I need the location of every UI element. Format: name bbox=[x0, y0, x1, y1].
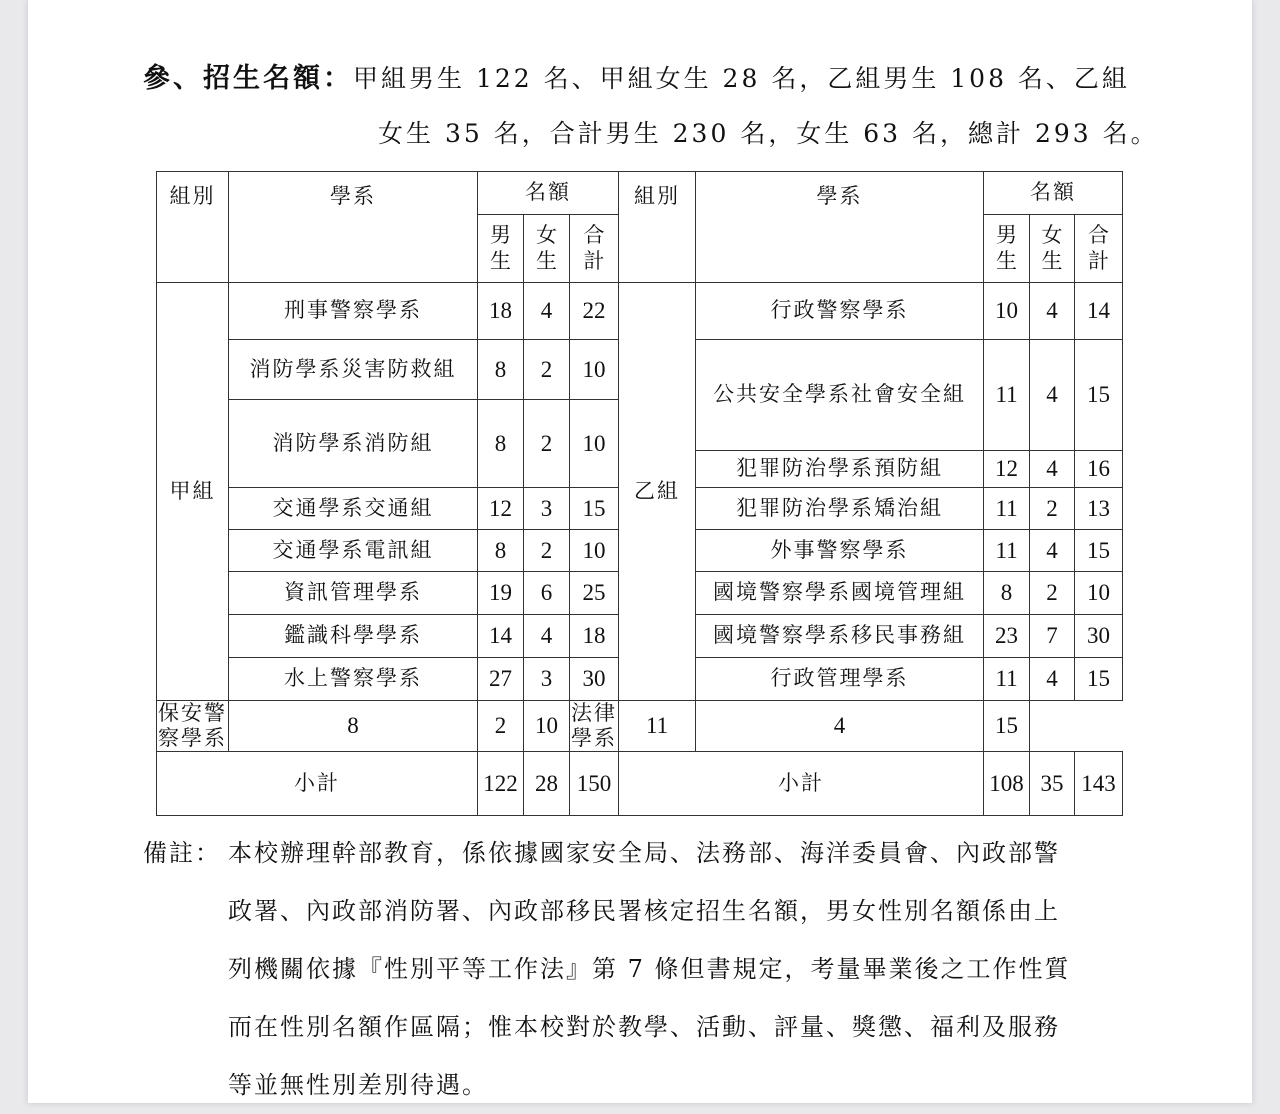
header-total-char1: 合 bbox=[1088, 223, 1110, 248]
total-count: 10 bbox=[570, 530, 619, 572]
female-count: 4 bbox=[1030, 340, 1075, 451]
female-count: 6 bbox=[524, 572, 570, 615]
header-total-char2: 計 bbox=[1088, 248, 1110, 273]
header-female-char1: 女 bbox=[1041, 223, 1063, 248]
female-count: 3 bbox=[524, 658, 570, 701]
header-total-b bbox=[1075, 215, 1123, 283]
header-female-char2: 生 bbox=[1041, 248, 1063, 273]
dept-cell: 行政管理學系 bbox=[696, 658, 984, 701]
total-count: 10 bbox=[524, 701, 570, 752]
subtotal-male-a: 122 bbox=[478, 752, 524, 816]
total-count: 15 bbox=[1075, 340, 1123, 451]
male-count: 8 bbox=[478, 340, 524, 400]
dept-cell: 消防學系消防組 bbox=[229, 400, 478, 488]
remark-line: 等並無性別差別待遇。 bbox=[228, 1071, 488, 1099]
male-count: 8 bbox=[229, 701, 478, 752]
table-row bbox=[157, 283, 1123, 340]
female-count: 2 bbox=[524, 340, 570, 400]
quota-table bbox=[156, 171, 1123, 816]
male-count: 11 bbox=[984, 658, 1030, 701]
male-count: 11 bbox=[984, 340, 1030, 451]
total-count: 10 bbox=[570, 340, 619, 400]
female-count: 7 bbox=[1030, 615, 1075, 658]
male-count: 14 bbox=[478, 615, 524, 658]
male-count: 8 bbox=[478, 400, 524, 488]
section-heading-line bbox=[143, 56, 1243, 95]
total-count: 18 bbox=[570, 615, 619, 658]
total-count: 15 bbox=[1075, 658, 1123, 701]
subtotal-female-b: 35 bbox=[1030, 752, 1075, 816]
remark-line: 而在性別名額作區隔；惟本校對於教學、活動、評量、獎懲、福利及服務 bbox=[228, 1013, 1060, 1041]
section-summary-line2: 女生 35 名，合計男生 230 名，女生 63 名，總計 293 名。 bbox=[378, 119, 1159, 148]
header-department-b: 學系 bbox=[696, 172, 984, 283]
total-count: 15 bbox=[570, 488, 619, 530]
header-male-a bbox=[478, 215, 524, 283]
group-a-label: 甲組 bbox=[157, 283, 229, 701]
female-count: 2 bbox=[524, 400, 570, 488]
female-count: 2 bbox=[1030, 488, 1075, 530]
subtotal-female-a: 28 bbox=[524, 752, 570, 816]
section-summary-line1: 甲組男生 122 名、甲組女生 28 名，乙組男生 108 名、乙組 bbox=[353, 64, 1130, 93]
male-count: 18 bbox=[478, 283, 524, 340]
dept-cell: 犯罪防治學系矯治組 bbox=[696, 488, 984, 530]
male-count: 10 bbox=[984, 283, 1030, 340]
male-count: 11 bbox=[619, 701, 696, 752]
male-count: 27 bbox=[478, 658, 524, 701]
total-count: 14 bbox=[1075, 283, 1123, 340]
header-female-char2: 生 bbox=[536, 248, 557, 273]
header-female-char1: 女 bbox=[536, 223, 557, 248]
header-total-char2: 計 bbox=[583, 248, 605, 273]
female-count: 4 bbox=[1030, 451, 1075, 488]
dept-cell: 消防學系災害防救組 bbox=[229, 340, 478, 400]
subtotal-total-b: 143 bbox=[1075, 752, 1123, 816]
subtotal-row bbox=[157, 752, 1123, 816]
total-count: 30 bbox=[570, 658, 619, 701]
male-count: 11 bbox=[984, 488, 1030, 530]
subtotal-label-a: 小計 bbox=[157, 752, 478, 816]
header-female-a bbox=[524, 215, 570, 283]
header-department-a: 學系 bbox=[229, 172, 478, 283]
dept-cell: 交通學系交通組 bbox=[229, 488, 478, 530]
female-count: 4 bbox=[524, 615, 570, 658]
female-count: 4 bbox=[524, 283, 570, 340]
header-male-char2: 生 bbox=[490, 248, 511, 273]
male-count: 8 bbox=[984, 572, 1030, 615]
header-total-char1: 合 bbox=[583, 223, 605, 248]
subtotal-total-a: 150 bbox=[570, 752, 619, 816]
remark-label: 備註： bbox=[143, 839, 221, 867]
total-count: 22 bbox=[570, 283, 619, 340]
subtotal-male-b: 108 bbox=[984, 752, 1030, 816]
female-count: 4 bbox=[1030, 530, 1075, 572]
header-male-char2: 生 bbox=[996, 248, 1018, 273]
remark-line: 本校辦理幹部教育，係依據國家安全局、法務部、海洋委員會、內政部警 bbox=[228, 839, 1060, 867]
female-count: 4 bbox=[1030, 658, 1075, 701]
header-male-char1: 男 bbox=[490, 223, 511, 248]
dept-cell: 外事警察學系 bbox=[696, 530, 984, 572]
dept-cell: 國境警察學系國境管理組 bbox=[696, 572, 984, 615]
header-female-b bbox=[1030, 215, 1075, 283]
total-count: 10 bbox=[1075, 572, 1123, 615]
table-row bbox=[157, 701, 1123, 752]
female-count: 4 bbox=[696, 701, 984, 752]
header-group-a: 組別 bbox=[157, 172, 229, 283]
total-count: 15 bbox=[984, 701, 1030, 752]
dept-cell: 鑑識科學學系 bbox=[229, 615, 478, 658]
female-count: 4 bbox=[1030, 283, 1075, 340]
dept-cell: 刑事警察學系 bbox=[229, 283, 478, 340]
header-male-char1: 男 bbox=[996, 223, 1018, 248]
dept-cell: 交通學系電訊組 bbox=[229, 530, 478, 572]
dept-cell: 水上警察學系 bbox=[229, 658, 478, 701]
total-count: 25 bbox=[570, 572, 619, 615]
total-count: 30 bbox=[1075, 615, 1123, 658]
male-count: 23 bbox=[984, 615, 1030, 658]
dept-cell: 法律學系 bbox=[571, 701, 618, 751]
header-group-b: 組別 bbox=[619, 172, 696, 283]
male-count: 8 bbox=[478, 530, 524, 572]
section-title: 參、招生名額： bbox=[143, 63, 353, 94]
dept-cell: 行政警察學系 bbox=[696, 283, 984, 340]
total-count: 15 bbox=[1075, 530, 1123, 572]
dept-cell: 犯罪防治學系預防組 bbox=[696, 451, 984, 488]
group-b-label: 乙組 bbox=[619, 283, 696, 701]
header-total-a bbox=[570, 215, 619, 283]
dept-cell: 資訊管理學系 bbox=[229, 572, 478, 615]
female-count: 3 bbox=[524, 488, 570, 530]
header-row-1 bbox=[157, 172, 1123, 215]
document-page bbox=[28, 0, 1252, 1103]
dept-cell: 國境警察學系移民事務組 bbox=[696, 615, 984, 658]
remark-body bbox=[228, 824, 1143, 1114]
remark-line: 政署、內政部消防署、內政部移民署核定招生名額，男女性別名額係由上 bbox=[228, 897, 1060, 925]
header-quota-b: 名額 bbox=[984, 172, 1123, 215]
male-count: 12 bbox=[984, 451, 1030, 488]
male-count: 12 bbox=[478, 488, 524, 530]
remark-line: 列機關依據『性別平等工作法』第 7 條但書規定，考量畢業後之工作性質 bbox=[228, 955, 1071, 983]
dept-cell: 公共安全學系社會安全組 bbox=[696, 340, 984, 451]
female-count: 2 bbox=[1030, 572, 1075, 615]
female-count: 2 bbox=[524, 530, 570, 572]
header-male-b bbox=[984, 215, 1030, 283]
remark-block bbox=[143, 824, 1143, 1114]
male-count: 11 bbox=[984, 530, 1030, 572]
header-quota-a: 名額 bbox=[478, 172, 619, 215]
dept-cell: 保安警察學系 bbox=[158, 701, 227, 751]
subtotal-label-b: 小計 bbox=[619, 752, 984, 816]
female-count: 2 bbox=[478, 701, 524, 752]
total-count: 13 bbox=[1075, 488, 1123, 530]
total-count: 10 bbox=[570, 400, 619, 488]
male-count: 19 bbox=[478, 572, 524, 615]
total-count: 16 bbox=[1075, 451, 1123, 488]
